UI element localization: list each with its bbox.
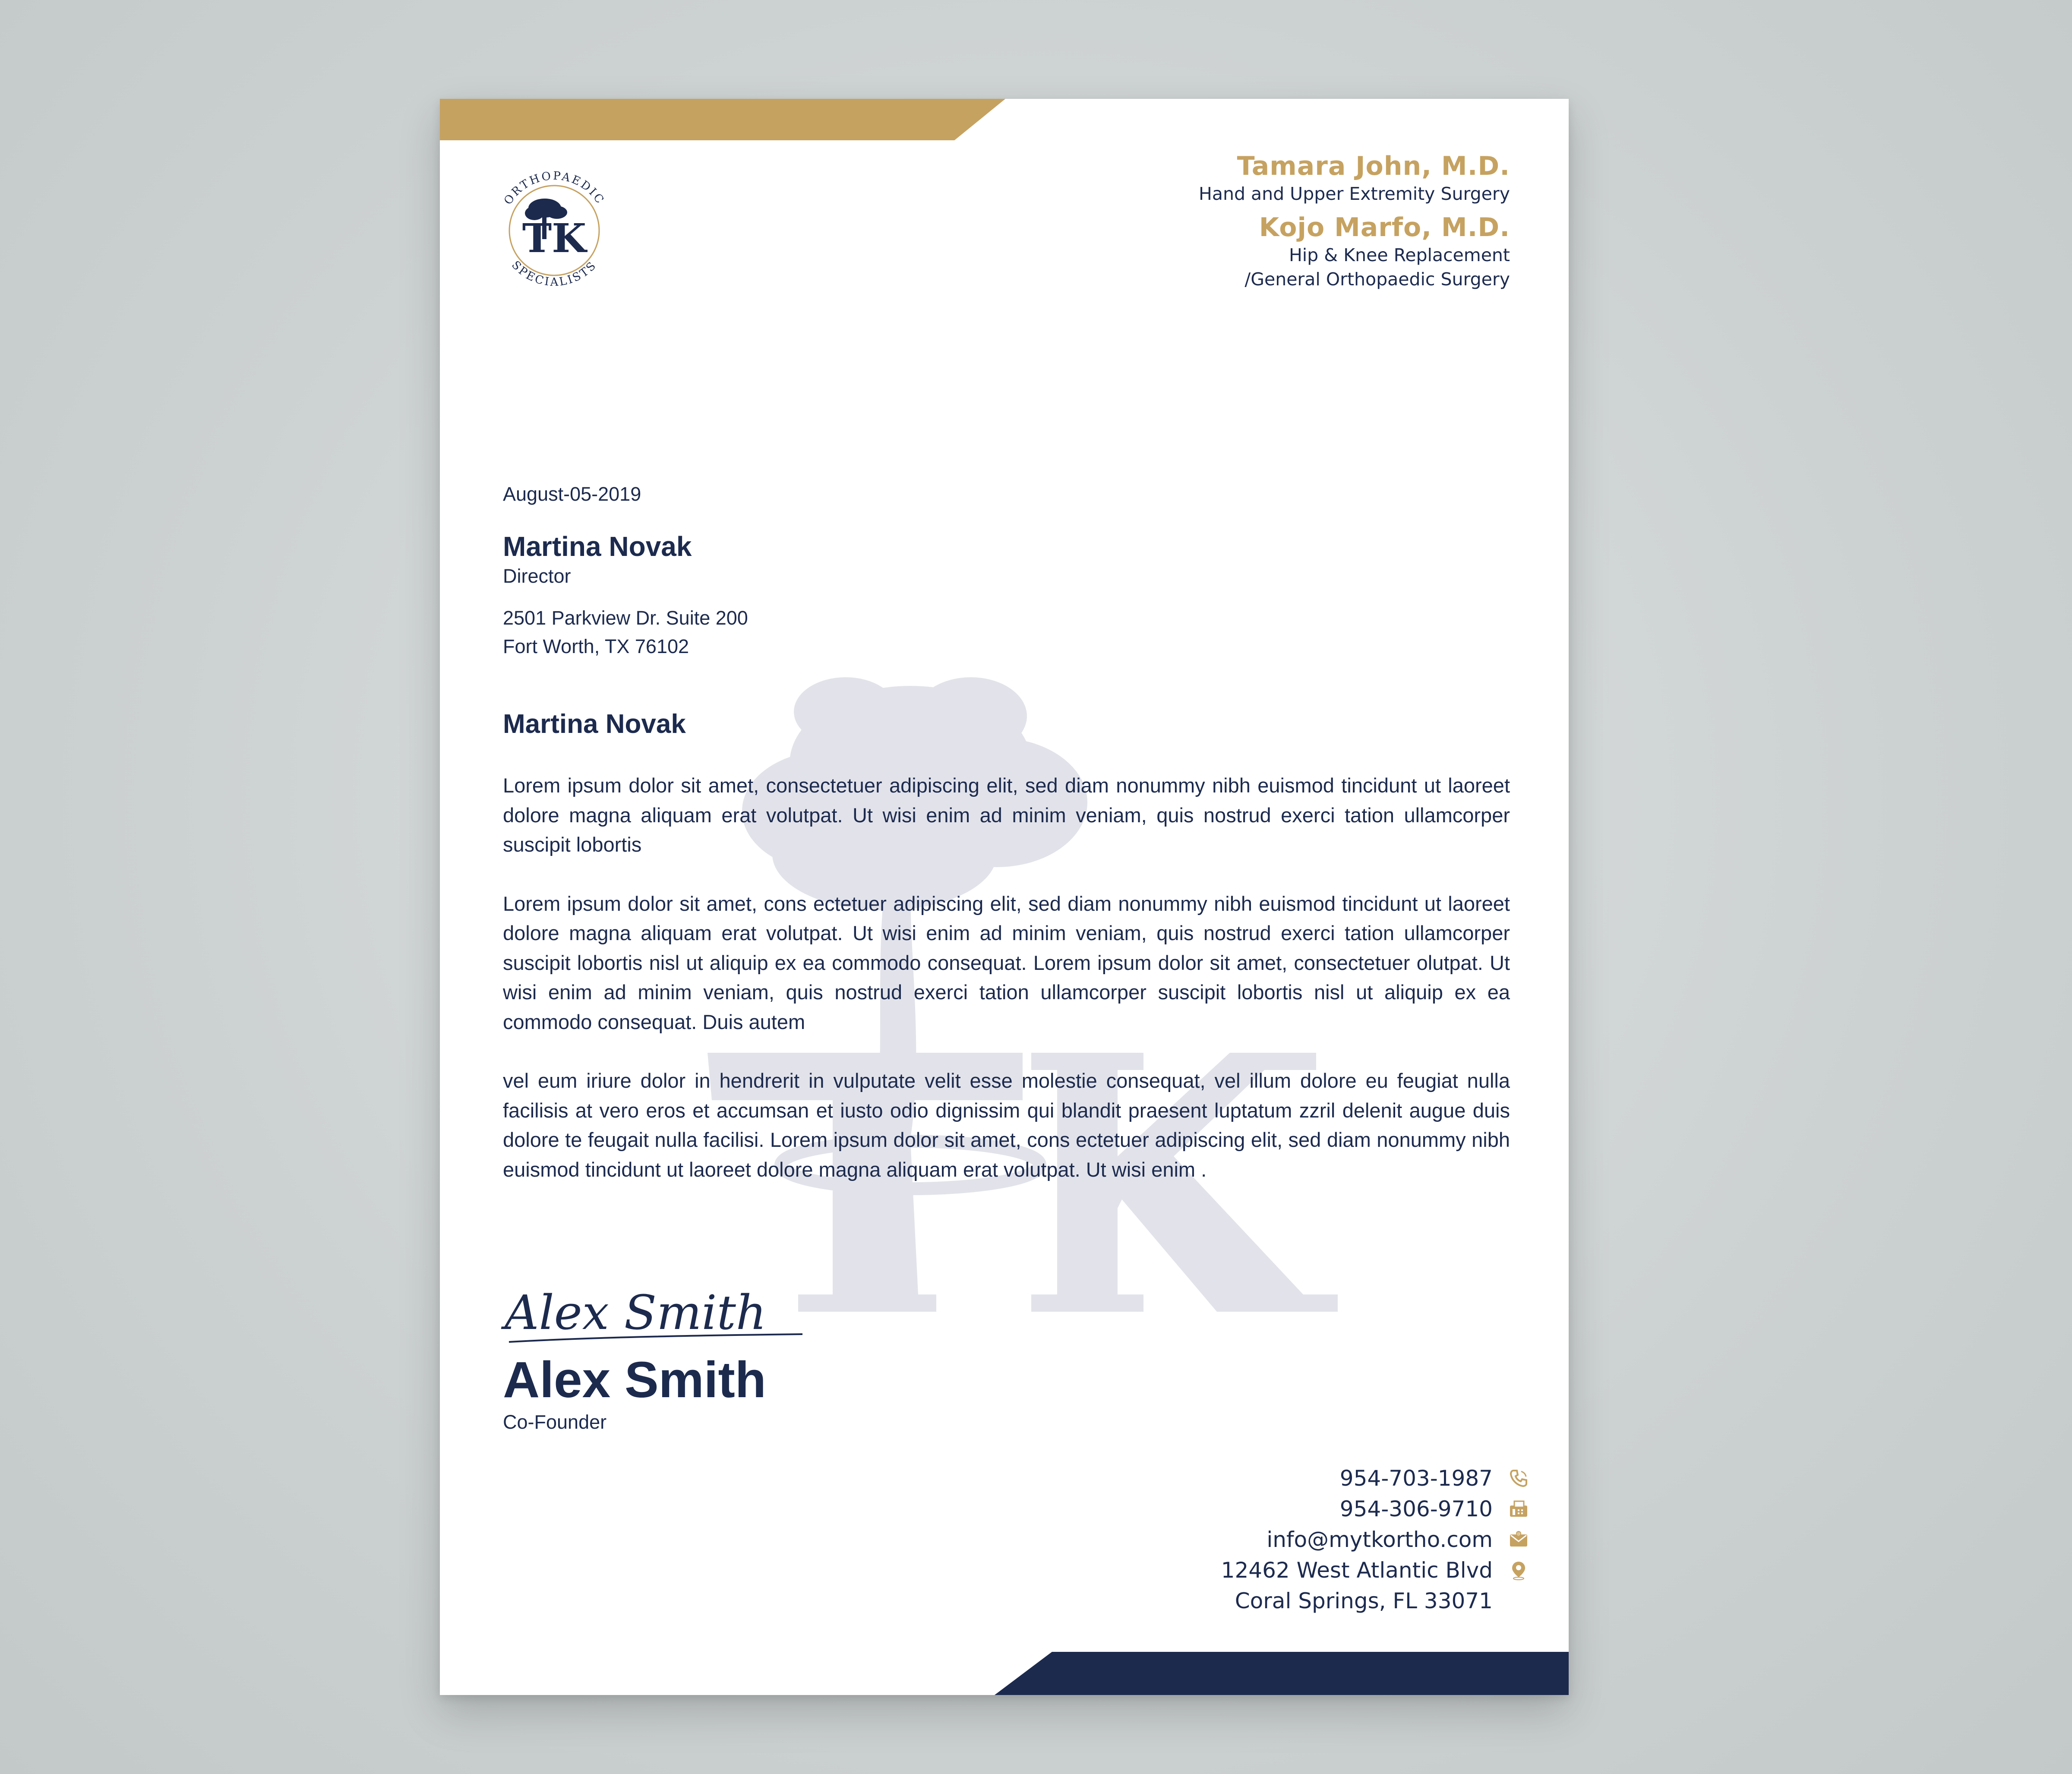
location-pin-icon [1508, 1560, 1529, 1581]
signer-title: Co-Founder [503, 1411, 607, 1433]
city-state-zip: Coral Springs, FL 33071 [1235, 1588, 1493, 1613]
email-icon [1508, 1529, 1529, 1550]
letterhead-page [440, 99, 1569, 1695]
contact-row-city [1221, 1585, 1529, 1616]
address-line: Fort Worth, TX 76102 [503, 635, 689, 657]
fax-number: 954-306-9710 [1339, 1496, 1493, 1521]
contact-row-email [1221, 1524, 1529, 1555]
logo-ring-bottom-text: SPECIALISTS [509, 258, 600, 289]
fax-icon [1508, 1499, 1529, 1519]
street-address: 12462 West Atlantic Blvd [1221, 1557, 1493, 1583]
doctor-specialty: /General Orthopaedic Surgery [1244, 269, 1510, 290]
doctor-name: Tamara John, M.D. [1237, 151, 1510, 181]
top-gold-band [440, 99, 1005, 140]
tk-orthopaedic-logo [490, 166, 619, 295]
paragraph: vel eum iriure dolor in hendrerit in vulputate velit esse molestie consequat, vel illum dolore eu feugiat nulla facilisis at vero eros et accumsan et iusto odio dignissim qui blandit praesent luptatum zzril delenit augue duis dolore te feugait nulla facilisi. Lorem ipsum dolor sit amet, cons ectetuer adipiscing elit, sed diam nonummy nibh euismod tincidunt ut laoreet dolore magna aliquam erat volutpat. Ut wisi enim . [503, 1069, 1510, 1181]
address-line: 2501 Parkview Dr. Suite 200 [503, 607, 748, 629]
recipient-title: Director [503, 565, 571, 587]
contact-row-address [1221, 1555, 1529, 1585]
phone-icon [1508, 1468, 1529, 1489]
contact-info [1221, 1463, 1529, 1616]
phone-number: 954-703-1987 [1339, 1465, 1493, 1491]
recipient-name: Martina Novak [503, 531, 692, 562]
doctor-name: Kojo Marfo, M.D. [1259, 212, 1510, 243]
email-address: info@mytkortho.com [1267, 1527, 1493, 1552]
salutation: Martina Novak [503, 709, 686, 739]
recipient-address [503, 604, 748, 661]
svg-text:SPECIALISTS [509, 259, 600, 289]
paragraph: Lorem ipsum dolor sit amet, consectetuer adipiscing elit, sed diam nonummy nibh euismod tincidunt ut laoreet dolore magna aliquam erat volutpat. Ut wisi enim ad minim veniam, quis nostrud exerci tation ullamcorper suscipit lobortis [503, 774, 1510, 856]
handwritten-signature [500, 1277, 811, 1355]
letter-paragraphs [503, 771, 1510, 1214]
contact-row-fax [1221, 1493, 1529, 1524]
doctor-specialty: Hip & Knee Replacement [1289, 245, 1510, 265]
bottom-navy-band [995, 1652, 1569, 1695]
svg-text:@: @ [1516, 1531, 1521, 1536]
paragraph: Lorem ipsum dolor sit amet, cons ectetuer adipiscing elit, sed diam nonummy nibh euismod tincidunt ut laoreet dolore magna aliquam erat volutpat. Ut wisi enim ad minim veniam, quis nostrud exerci tation ullamcorper suscipit lobortis nisl ut aliquip ex ea commodo consequat. Lorem ipsum dolor sit amet, consectetuer olutpat. Ut wisi enim ad minim veniam, quis nostrud exerci tation ullamcorper suscipit lobortis nisl ut aliquip ex ea commodo consequat. Duis autem [503, 892, 1510, 1033]
svg-text:Alex Smith: Alex Smith [505, 1285, 767, 1340]
signer-name: Alex Smith [503, 1351, 766, 1408]
contact-row-phone [1221, 1463, 1529, 1493]
logo-ring-top-text: ORTHOPAEDIC [501, 169, 607, 207]
logo-monogram: TK [522, 215, 587, 262]
letter-date: August-05-2019 [503, 483, 641, 505]
doctors-header [1199, 151, 1510, 291]
doctor-specialty: Hand and Upper Extremity Surgery [1199, 183, 1510, 204]
